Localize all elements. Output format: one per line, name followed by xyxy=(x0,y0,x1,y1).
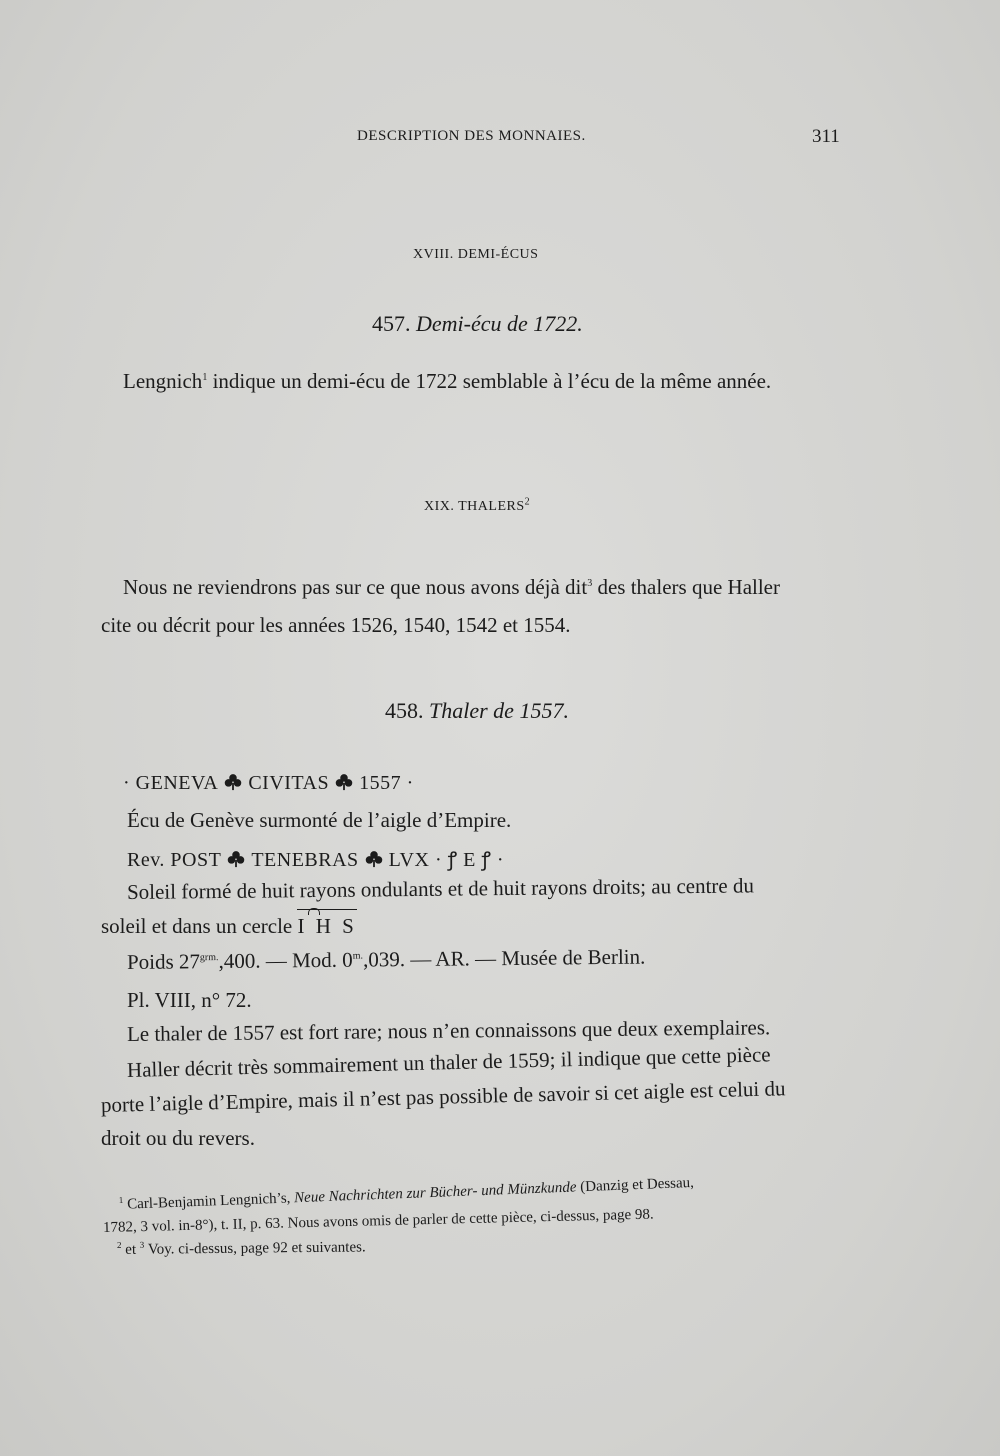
footnote-ref-1[interactable]: 1 xyxy=(202,372,208,383)
section-title-18: XVIII. DEMI-ÉCUS xyxy=(413,247,539,262)
obverse-description: Écu de Genève surmonté de l’aigle d’Empire. xyxy=(127,808,512,832)
weight-line: Poids $27^{grm.},400$. — Mod. $0^{m.},039$. — AR. — Musée de Berlin. xyxy=(126,944,646,974)
entry-heading: Thaler de 1557. xyxy=(429,698,569,723)
plate-reference: Pl. VIII, n° 72. xyxy=(127,988,252,1012)
page-number: 311 xyxy=(812,126,840,147)
reverse-description-line-1: Soleil formé de huit rayons ondulants et de huit rayons droits; au centre du xyxy=(126,873,755,904)
entry-title-458 xyxy=(385,698,569,724)
trefoil-ornament-icon xyxy=(227,850,245,868)
section-title-19: XIX. THALERS$^2$ xyxy=(424,496,531,514)
entry-heading: Demi-écu de 1722. xyxy=(416,311,583,336)
footnote-1-line-1: $^1$ Carl-Benjamin Lengnich’s, Neue Nachrichten zur Bücher- und Münzkunde (Danzig et Dessau, xyxy=(118,1174,695,1213)
footnote-ref-3[interactable]: 3 xyxy=(587,578,593,589)
mint-mark: ꝭ E ꝭ xyxy=(447,849,492,871)
cited-work-title: Neue Nachrichten zur Bücher- und Münzkunde xyxy=(293,1179,577,1207)
haller-paragraph-line-1: Haller décrit très sommairement un thaler de 1559; il indique que cette pièce xyxy=(126,1042,771,1082)
footnote-1-line-2: 1782, 3 vol. in-8°), t. II, p. 63. Nous avons omis de parler de cette pièce, ci-dessus, page 98. xyxy=(102,1206,654,1236)
haller-paragraph-line-3: droit ou du revers. xyxy=(101,1126,255,1150)
paragraph-19-line-1: Nous ne reviendrons pas sur ce que nous avons déjà dit$^3$ des thalers que Haller xyxy=(123,575,780,599)
rarity-note: Le thaler de 1557 est fort rare; nous n’en connaissons que deux exemplaires. xyxy=(126,1015,771,1046)
reverse-legend: Rev. POST TENEBRAS LVX · ꝭ E ꝭ · xyxy=(127,849,504,871)
haller-paragraph-line-2: porte l’aigle d’Empire, mais il n’est pas possible de savoir si cet aigle est celui du xyxy=(100,1076,786,1117)
footnote-2-3: $^2$ et $^3$ Voy. ci-dessus, page 92 et suivantes. xyxy=(116,1239,366,1258)
entry-title-457 xyxy=(372,311,583,337)
ihs-monogram: I H S xyxy=(297,914,357,938)
entry-number: 457. xyxy=(372,311,411,336)
trefoil-ornament-icon xyxy=(224,773,242,791)
entry-number: 458. xyxy=(385,698,424,723)
paragraph-19-line-2: cite ou décrit pour les années 1526, 1540, 1542 et 1554. xyxy=(101,613,571,637)
trefoil-ornament-icon xyxy=(365,850,383,868)
running-head: DESCRIPTION DES MONNAIES. xyxy=(357,128,586,144)
paragraph-457: Lengnich$^1$ indique un demi-écu de 1722 semblable à l’écu de la même année. xyxy=(123,369,772,393)
footnote-ref-2[interactable]: 2 xyxy=(524,496,531,508)
obverse-legend: · GENEVA CIVITAS 1557 · xyxy=(123,772,414,794)
reverse-description-line-2: soleil et dans un cercle I H S xyxy=(101,914,357,938)
trefoil-ornament-icon xyxy=(335,773,353,791)
